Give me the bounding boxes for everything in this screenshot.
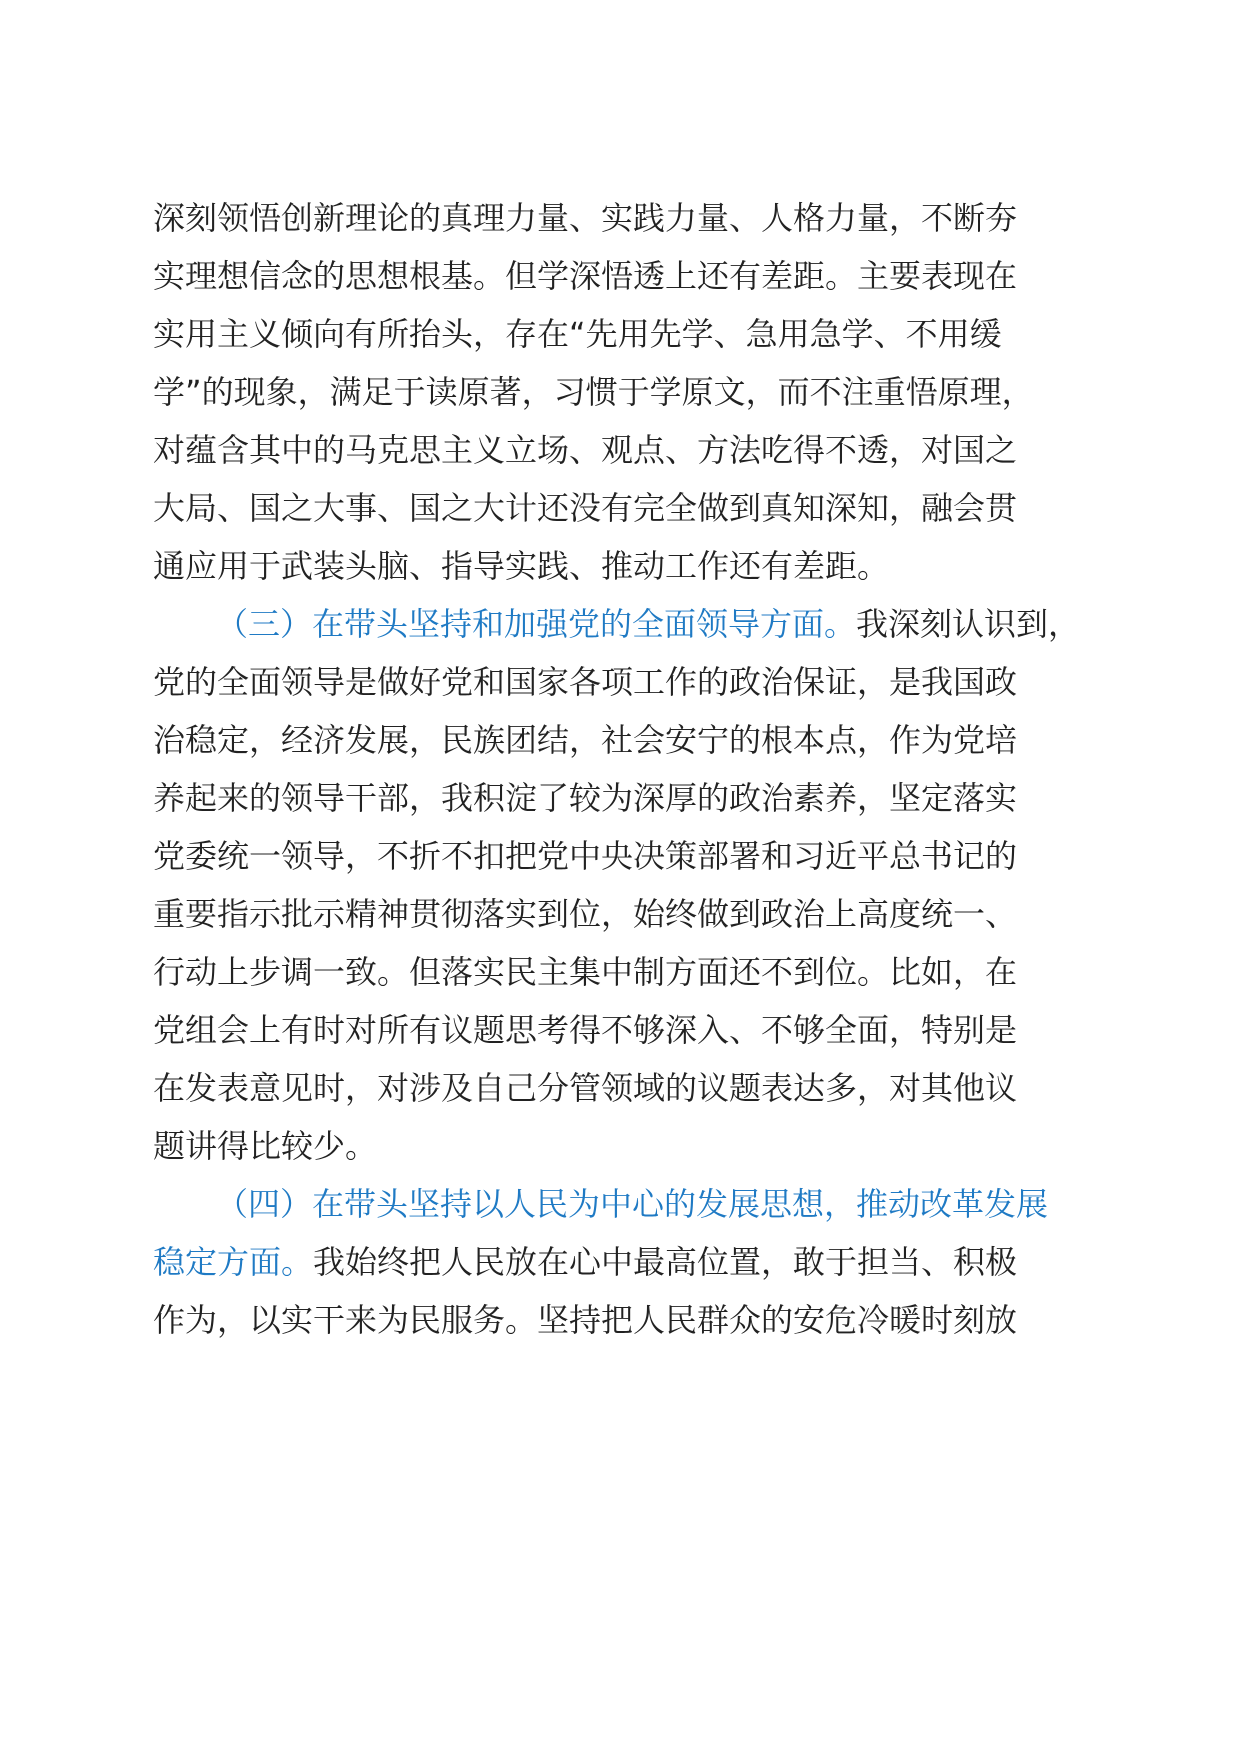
section-3-heading: （三）在带头坚持和加强党的全面领导方面。	[216, 605, 857, 643]
paragraph-line: 重要指示批示精神贯彻落实到位，始终做到政治上高度统一、	[153, 895, 1018, 933]
paragraph-line: 作为，以实干来为民服务。坚持把人民群众的安危冷暖时刻放	[153, 1301, 1018, 1339]
paragraph-line: 实用主义倾向有所抬头，存在“先用先学、急用急学、不用缓	[153, 315, 1002, 353]
section-4-heading-end: 稳定方面。	[153, 1243, 314, 1281]
paragraph-line: 养起来的领导干部，我积淀了较为深厚的政治素养，坚定落实	[153, 779, 1018, 817]
paragraph-line: 党委统一领导，不折不扣把党中央决策部署和习近平总书记的	[153, 837, 1018, 875]
paragraph-line: 在发表意见时，对涉及自己分管领域的议题表达多，对其他议	[153, 1069, 1018, 1107]
paragraph-line: 深刻领悟创新理论的真理力量、实践力量、人格力量，不断夯	[153, 199, 1018, 237]
paragraph-line: 学”的现象，满足于读原著，习惯于学原文，而不注重悟原理，	[153, 373, 1034, 411]
paragraph-line: 大局、国之大事、国之大计还没有完全做到真知深知，融会贯	[153, 489, 1018, 527]
paragraph-line: 党的全面领导是做好党和国家各项工作的政治保证，是我国政	[153, 663, 1018, 701]
paragraph-line: 对蕴含其中的马克思主义立场、观点、方法吃得不透，对国之	[153, 431, 1018, 469]
paragraph-line: 通应用于武装头脑、指导实践、推动工作还有差距。	[153, 547, 890, 585]
section-3-first-line	[216, 604, 1080, 644]
paragraph-line: 治稳定，经济发展，民族团结，社会安宁的根本点，作为党培	[153, 721, 1018, 759]
section-4-heading: （四）在带头坚持以人民为中心的发展思想，推动改革发展	[216, 1185, 1049, 1223]
paragraph-line: 行动上步调一致。但落实民主集中制方面还不到位。比如，在	[153, 953, 1018, 991]
section-4-text: 我始终把人民放在心中最高位置，敢于担当、积极	[313, 1243, 1018, 1281]
paragraph-line: 题讲得比较少。	[153, 1127, 378, 1165]
section-4-second-line	[153, 1242, 1017, 1282]
section-3-text: 我深刻认识到，	[856, 605, 1081, 643]
paragraph-line: 实理想信念的思想根基。但学深悟透上还有差距。主要表现在	[153, 257, 1018, 295]
paragraph-line: 党组会上有时对所有议题思考得不够深入、不够全面，特别是	[153, 1011, 1018, 1049]
